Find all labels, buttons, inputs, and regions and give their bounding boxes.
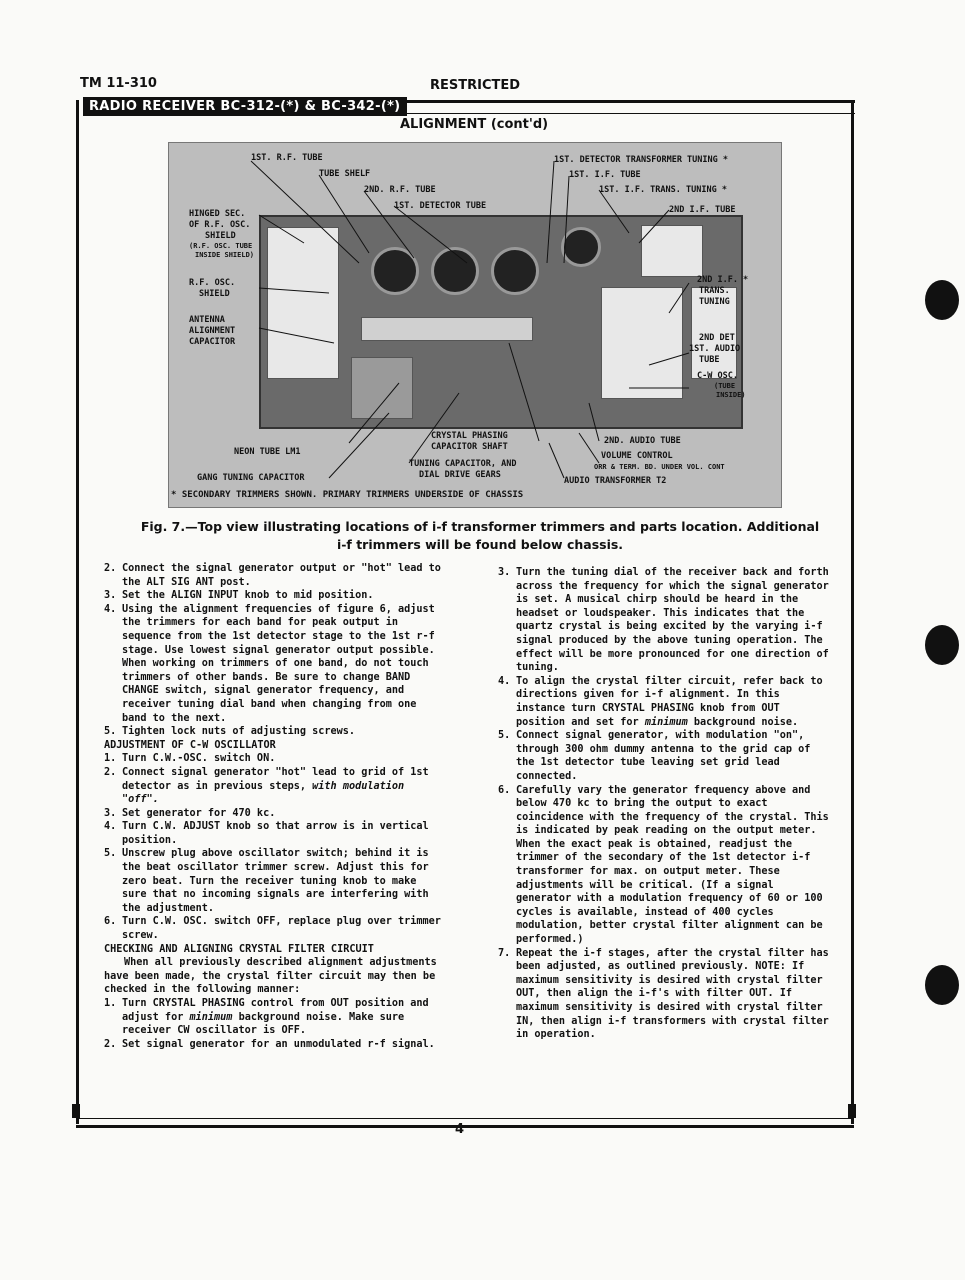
item-number: 4. <box>104 603 117 615</box>
label-1st-det-trans: 1ST. DETECTOR TRANSFORMER TUNING * <box>554 155 728 165</box>
item-text <box>122 820 442 847</box>
binder-hole <box>925 625 959 665</box>
item-text-part: background noise. <box>693 716 799 728</box>
item-number: 2. <box>104 563 117 574</box>
label-1st-if-tube: 1ST. I.F. TUBE <box>569 170 641 180</box>
label-volume-note: ORR & TERM. BD. UNDER VOL. CONT <box>594 463 725 471</box>
list-item <box>104 603 442 725</box>
item-text-part: Turn C.W. ADJUST knob so that arrow is in vertical position. <box>122 821 429 846</box>
label-1st-detector-tube: 1ST. DETECTOR TUBE <box>394 201 487 211</box>
label-1st-rf-tube: 1ST. R.F. TUBE <box>251 153 323 163</box>
label-secondary-note: * SECONDARY TRIMMERS SHOWN. PRIMARY TRIMMERS UNDERSIDE OF CHASSIS <box>171 490 524 500</box>
item-text <box>122 847 442 915</box>
label-2nd-audio-tube: 2ND. AUDIO TUBE <box>604 436 681 446</box>
crystal-heading: CHECKING AND ALIGNING CRYSTAL FILTER CIRCUIT <box>104 943 374 955</box>
item-number: 3. <box>104 590 117 602</box>
label-2nd-det: 2ND DET <box>699 333 735 343</box>
label-tube-inside: (TUBE <box>714 382 736 390</box>
item-emphasis: with modulation "off". <box>122 780 405 806</box>
item-text <box>122 603 442 725</box>
list-item <box>104 752 442 766</box>
item-text-part: Turn CRYSTAL PHASING control from OUT position and adjust for <box>122 998 429 1023</box>
item-text <box>122 589 442 603</box>
list-item <box>104 997 442 1038</box>
label-tube: TUBE <box>699 355 720 365</box>
label-cw-osc: C-W OSC. <box>697 371 738 381</box>
item-text <box>122 807 442 821</box>
item-number: 7. <box>498 947 511 959</box>
item-number: 4. <box>104 821 117 833</box>
list-item <box>498 729 832 783</box>
label-dial-drive: DIAL DRIVE GEARS <box>419 470 501 480</box>
label-crystal-phasing: CRYSTAL PHASING <box>431 431 508 441</box>
item-emphasis: minimum <box>644 716 688 728</box>
list-item <box>498 947 832 1042</box>
label-neon-tube: NEON TUBE LM1 <box>234 447 301 457</box>
item-text-part: Turn C.W.-OSC. switch ON. <box>122 753 276 765</box>
label-audio-transformer: AUDIO TRANSFORMER T2 <box>564 476 667 486</box>
label-tube-shelf: TUBE SHELF <box>319 169 371 179</box>
item-text <box>516 784 832 947</box>
item-text <box>122 752 442 766</box>
list-item <box>104 589 442 603</box>
item-number: 6. <box>498 784 511 796</box>
label-of-rf-osc: OF R.F. OSC. <box>189 220 251 230</box>
label-2nd-rf-tube: 2ND. R.F. TUBE <box>364 185 436 195</box>
label-inside-shield: INSIDE SHIELD) <box>195 251 255 259</box>
label-capacitor: CAPACITOR <box>189 337 236 347</box>
item-number: 4. <box>498 675 511 687</box>
label-rf-osc-shield: SHIELD <box>199 289 230 299</box>
classification-label: RESTRICTED <box>430 78 521 93</box>
footer-rule <box>76 1118 854 1128</box>
item-number: 3. <box>104 807 117 819</box>
list-item <box>104 562 442 589</box>
cw-heading: ADJUSTMENT OF C-W OSCILLATOR <box>104 739 276 751</box>
right-column <box>498 566 832 1042</box>
item-text <box>516 729 832 783</box>
figure-caption: Fig. 7.—Top view illustrating locations of i-f transformer trimmers and parts location. Additional i-f trimmers will be found below chassis. <box>140 519 820 552</box>
label-1st-if-trans: 1ST. I.F. TRANS. TUNING * <box>599 185 727 195</box>
label-alignment: ALIGNMENT <box>189 326 236 336</box>
item-text <box>122 915 442 942</box>
item-number: 2. <box>104 766 117 778</box>
item-number: 6. <box>104 916 117 928</box>
label-trans: TRANS. <box>699 286 730 296</box>
label-gang-tuning: GANG TUNING CAPACITOR <box>197 473 305 483</box>
item-number: 3. <box>498 567 511 578</box>
item-text-part: background noise. Make sure receiver CW oscillator is OFF. <box>122 1011 405 1037</box>
left-column <box>104 562 442 1051</box>
item-text-part: Set signal generator for an unmodulated r-f signal. <box>122 1038 435 1050</box>
list-item <box>104 1038 442 1052</box>
binder-hole <box>925 965 959 1005</box>
item-text-part: Connect signal generator "hot" lead to grid of 1st detector as in previous steps, <box>122 766 429 792</box>
binder-hole <box>925 280 959 320</box>
item-number: 2. <box>104 1038 117 1050</box>
item-text-part: Repeat the i-f stages, after the crystal filter has been adjusted, as outlined previously. NOTE: If maximum sensitivity is desired with crystal filter OUT, then align the i-f's with filter OUT. If maximum sensitivity is desired with crystal filter IN, then align i-f transformers with crystal filter in operation. <box>516 947 829 1041</box>
corner-mark <box>848 1104 856 1118</box>
item-text <box>122 562 442 589</box>
item-text-part: To align the crystal filter circuit, refer back to directions given for i-f alignment. In this instance turn CRYSTAL PHASING knob from OUT position and set for <box>516 675 823 728</box>
item-text <box>516 675 832 729</box>
corner-mark <box>72 1104 80 1118</box>
item-text-part: Carefully vary the generator frequency above and below 470 kc to bring the output to exact coincidence with the frequency of the crystal. This is indicated by peak reading on the output meter. When the exact peak is obtained, readjust the trimmer of the secondary of the 1st detector i-f transformer for max. on output meter. These adjustments will be critical. (If a signal generator with a modulation frequency of 60 or 100 cycles is available, instead of 400 cycles modulation, better crystal filter alignment can be performed.) <box>516 784 829 946</box>
label-2nd-if-tube: 2ND I.F. TUBE <box>669 205 736 215</box>
label-volume-control: VOLUME CONTROL <box>601 451 673 461</box>
list-item <box>104 847 442 915</box>
list-item <box>104 820 442 847</box>
label-capacitor-shaft: CAPACITOR SHAFT <box>431 442 508 452</box>
item-text-part: Unscrew plug above oscillator switch; behind it is the beat oscillator trimmer screw. Adjust this for zero beat. Turn the receiver tuning knob to make sure that no incoming signals are interfering with the adjustment. <box>122 848 429 914</box>
label-tuning: TUNING <box>699 297 730 307</box>
item-number: 5. <box>104 726 117 738</box>
item-text-part: Using the alignment frequencies of figure 6, adjust the trimmers for each band for peak output in sequence from the 1st detector stage to the 1st r-f stage. Use lowest signal generator output possible. When working on trimmers of one band, do not touch trimmers of other bands. Be sure to change BAND CHANGE switch, signal generator frequency, and receiver tuning dial band when changing from one band to the next. <box>122 603 435 724</box>
label-shield: SHIELD <box>205 231 236 241</box>
item-number: 5. <box>498 730 511 742</box>
label-1st-audio: 1ST. AUDIO <box>689 344 741 354</box>
item-number: 1. <box>104 753 117 765</box>
item-number: 1. <box>104 998 117 1009</box>
tm-number: TM 11-310 <box>80 76 157 91</box>
crystal-intro: When all previously described alignment adjustments have been made, the crystal filter circuit may then be checked in the following manner: <box>104 957 437 996</box>
title-bar: RADIO RECEIVER BC-312-(*) & BC-342-(*) <box>83 97 407 116</box>
item-text <box>122 766 442 807</box>
list-item <box>104 725 442 739</box>
list-item <box>498 675 832 729</box>
item-text <box>122 1038 442 1052</box>
item-text <box>122 725 442 739</box>
item-text-part: Turn C.W. OSC. switch OFF, replace plug over trimmer screw. <box>122 916 441 942</box>
item-text <box>516 566 832 675</box>
item-text-part: Set the ALIGN INPUT knob to mid position. <box>122 590 374 602</box>
page-number: 4 <box>455 1122 465 1137</box>
left-border <box>76 100 79 1124</box>
label-2nd-if: 2ND I.F. * <box>697 275 749 285</box>
item-text <box>122 997 442 1038</box>
item-text-part: Set generator for 470 kc. <box>122 807 276 819</box>
list-item <box>104 915 442 942</box>
figure-photo <box>168 142 782 508</box>
label-inside: INSIDE) <box>716 391 746 399</box>
label-hinged-sec: HINGED SEC. <box>189 209 246 219</box>
item-text-part: Tighten lock nuts of adjusting screws. <box>122 726 356 738</box>
right-border <box>851 100 854 1124</box>
item-emphasis: minimum <box>189 1011 233 1023</box>
item-number: 5. <box>104 848 117 860</box>
section-title: ALIGNMENT (cont'd) <box>400 117 549 132</box>
list-item <box>498 784 832 947</box>
item-text-part: Turn the tuning dial of the receiver back and forth across the frequency for which the signal generator is set. A musical chirp should be heard in the headset or loudspeaker. This indicates that the quartz crystal is being excited by the varying i-f signal produced by the above tuning operation. The effect will be more pronounced for one direction of tuning. <box>516 567 829 674</box>
item-text-part: Connect signal generator, with modulation "on", through 300 ohm dummy antenna to the grid cap of the 1st detector tube leaving set grid lead connected. <box>516 730 811 782</box>
item-text-part: Connect the signal generator output or "hot" lead to the ALT SIG ANT post. <box>122 563 441 588</box>
list-item <box>104 807 442 821</box>
label-tuning-capacitor: TUNING CAPACITOR, AND <box>409 459 517 469</box>
label-rf-osc-tube: (R.F. OSC. TUBE <box>189 242 253 250</box>
label-antenna: ANTENNA <box>189 315 225 325</box>
item-text <box>516 947 832 1042</box>
label-rf-osc: R.F. OSC. <box>189 278 236 288</box>
list-item <box>104 766 442 807</box>
list-item <box>498 566 832 675</box>
header-rule <box>405 100 855 114</box>
